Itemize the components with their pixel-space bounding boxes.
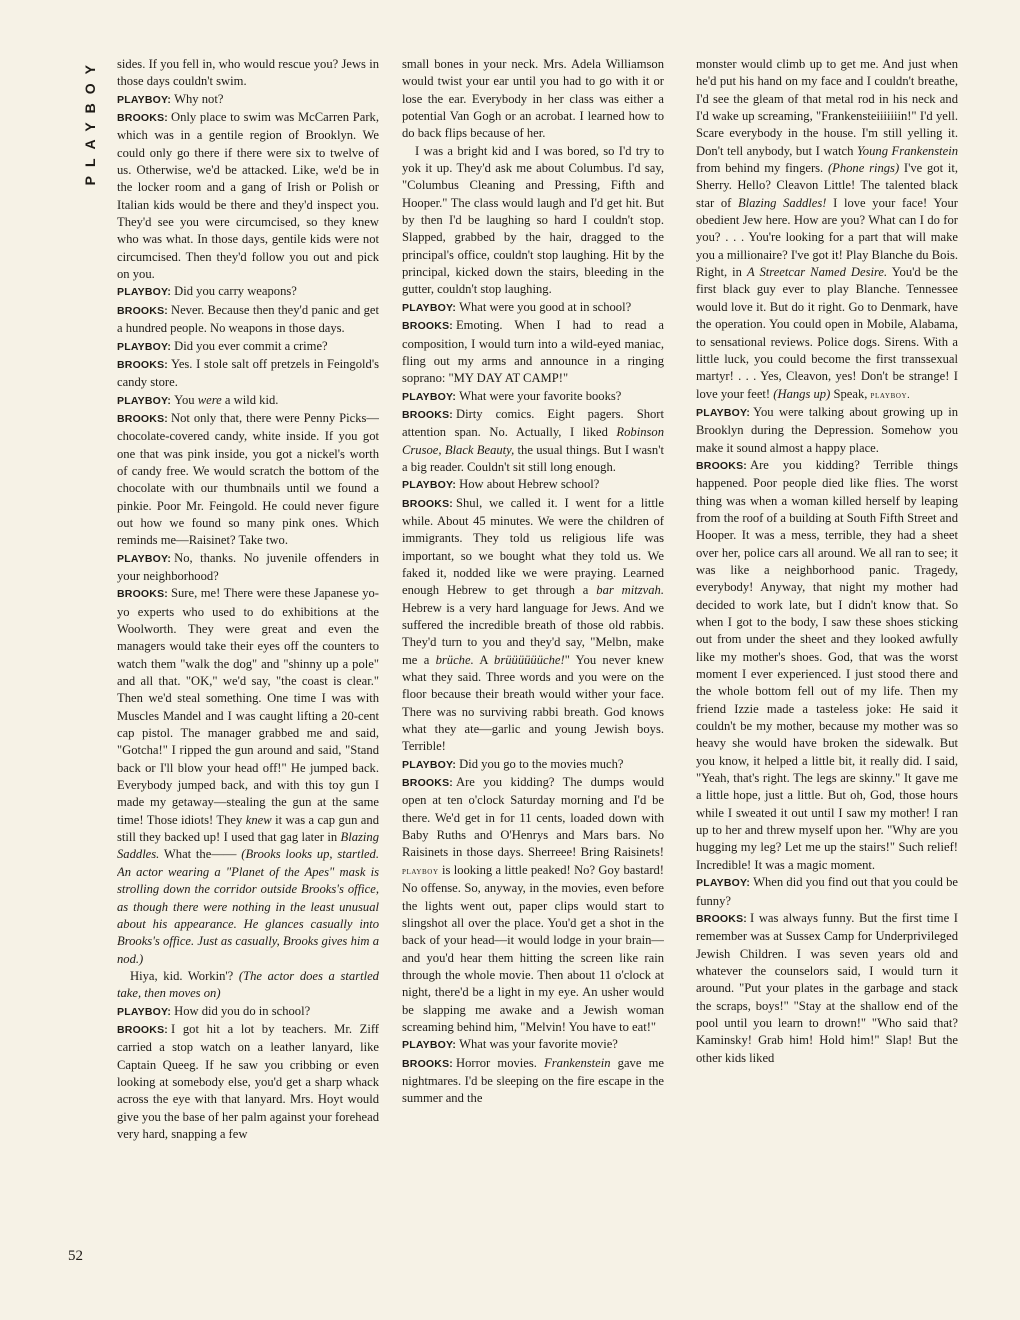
italic-text: Frankenstein [544, 1055, 611, 1070]
text-run: What was your favorite movie? [459, 1037, 618, 1052]
speaker-label: PLAYBOY: [117, 286, 172, 299]
italic-text: (Hangs up) [773, 386, 831, 401]
speaker-label: PLAYBOY: [696, 877, 751, 890]
italic-text: brüüüüüüche! [494, 652, 565, 667]
speaker-label: PLAYBOY: [402, 301, 457, 314]
interview-answer [117, 109, 379, 283]
italic-text: Robinson Crusoe, Black Beauty, [402, 425, 664, 457]
italic-text: (The actor does a startled take, then moves on) [117, 968, 379, 1001]
text-run: I was a bright kid and I was bored, so I'd try to yok it up. They'd ask me about Columbus. I'd say, "Columbus Cleaning and Pressing, Fifth and Hooper." The class would laugh and I'd get hit. But by then I'd be laughing so hard I couldn't stop. Slapped, grabbed by the hair, dragged to the principal's office, couldn't stop laughing. Hit by the principal, kicked down the stairs, bleeding in the gutter, couldn't stop laughing. [402, 143, 664, 297]
text-run: sides. If you fell in, who would rescue you? Jews in those days couldn't swim. [117, 57, 379, 89]
interview-question [402, 476, 664, 494]
italic-text: Young Frankenstein [856, 143, 958, 158]
body-paragraph [696, 56, 958, 404]
interview-answer [402, 774, 664, 1036]
interview-answer [117, 356, 379, 392]
text-run: A [473, 652, 495, 667]
interview-answer [117, 585, 379, 968]
page-number: 52 [68, 1248, 83, 1264]
interview-answer [402, 1055, 664, 1108]
text-run: Why not? [174, 91, 224, 106]
text-run: Only place to swim was McCarren Park, which was in a gentile region of Brooklyn. We could only go there if there were six to twelve of us. Otherwise, we'd be attacked. Like, we'd be in the locker room and a gang of Irish or Polish or Italian kids would be there and they'd inspect you. They'd see you were circumcised, so they knew who was what. In those days, gentile kids were not circumcised. Then they'd follow you out and pick on you. [117, 110, 379, 282]
interview-question [696, 404, 958, 457]
text-run: Dirty comics. Eight pagers. Short attention span. No. Actually, I liked [402, 406, 664, 440]
text-run: You'd be the first black guy ever to play Blanche. Tennessee would love it. But do it right. Go to Denmark, have the operation. You could open in Mobile, Alabama, to sensational reviews. Police dogs. Sirens. With a little luck, you could become the first transsexual martyr! . . . Yes, Cleavon, yes! Don't be strange! I love your feet! [696, 265, 958, 401]
speaker-label: BROOKS: [117, 358, 168, 371]
interview-answer [117, 1021, 379, 1143]
text-run: Shul, we called it. I went for a little while. About 45 minutes. We were the children of immigrants. They told us religious life was important, so we bought what they told us. We faked it, nodded like we were praying. Learned enough Hebrew to get through a [402, 495, 664, 598]
speaker-label: BROOKS: [696, 459, 747, 472]
text-run: " You never knew what they said. Three words and you were on the floor because their breath would wither your face. There was no surviving rabbi breath. God knows what they ate—garlic and young Jewish boys. Terrible! [402, 652, 664, 754]
speaker-label: BROOKS: [117, 1023, 168, 1036]
text-run: Never. Because then they'd panic and get a hundred people. No weapons in those days. [117, 302, 379, 336]
text-run: the usual things. But I wasn't a big reader. Couldn't sit still long enough. [402, 442, 664, 474]
text-run: Emoting. When I had to read a composition, I would turn into a wild-eyed maniac, fling out my arms and announce in a ringing soprano: "MY DAY AT CAMP!" [402, 318, 664, 386]
speaker-label: PLAYBOY: [402, 390, 457, 403]
italic-text: knew [245, 812, 272, 827]
small-caps-text: playboy. [870, 389, 911, 401]
italic-text: Blazing Saddles. [117, 830, 379, 862]
italic-text: brüche. [435, 652, 474, 667]
text-run: How did you do in school? [174, 1003, 311, 1018]
interview-question [117, 283, 379, 301]
speaker-label: PLAYBOY: [117, 340, 172, 353]
interview-answer [696, 457, 958, 874]
text-run: What were your favorite books? [459, 388, 622, 403]
text-run: it was a cap gun and still they backed up! I used that gag later in [117, 812, 379, 845]
interview-question [402, 388, 664, 406]
speaker-label: PLAYBOY: [117, 552, 172, 565]
text-run: What the—— [159, 847, 242, 862]
speaker-label: PLAYBOY: [402, 1039, 457, 1052]
italic-text: (Phone rings) [827, 161, 900, 176]
interview-question [696, 874, 958, 910]
speaker-label: BROOKS: [402, 408, 453, 421]
italic-text: Blazing Saddles! [737, 195, 827, 210]
italic-text: A Streetcar Named Desire. [746, 265, 888, 280]
text-run: How about Hebrew school? [459, 477, 600, 492]
text-run: You [174, 392, 198, 407]
text-run: gave me nightmares. I'd be sleeping on the fire escape in the summer and the [402, 1055, 664, 1106]
text-run: Hebrew is a very hard language for Jews. And we suffered the incredible breath of those old rabbis. They'd turn to you and they'd say, "Melbn, make me a [402, 600, 664, 667]
text-run: What were you good at in school? [459, 299, 632, 314]
speaker-label: PLAYBOY: [402, 479, 457, 492]
text-run: Yes. I stole salt off pretzels in Feingold's candy store. [117, 356, 379, 390]
text-run: When did you find out that you could be funny? [696, 875, 958, 908]
interview-answer [696, 910, 958, 1067]
speaker-label: PLAYBOY: [117, 93, 172, 106]
speaker-label: BROOKS: [402, 497, 453, 510]
italic-text: bar mitzvah. [596, 583, 664, 598]
text-run: Did you go to the movies much? [459, 756, 624, 771]
speaker-label: BROOKS: [117, 304, 168, 317]
speaker-label: BROOKS: [402, 320, 453, 333]
body-paragraph [402, 143, 664, 299]
interview-question [117, 338, 379, 356]
text-run: Not only that, there were Penny Picks—chocolate-covered candy, white inside. If you got one that was pink inside, you got a nickel's worth of candy free. We would scratch the bottom of the chocolate with our thumbnails until we found a pinkie. Poor Mr. Feingold. He could never figure out how we found so many pink ones. Which reminds me—Raisinet? Take two. [117, 410, 379, 548]
text-run: Did you carry weapons? [174, 284, 297, 299]
interview-answer [402, 495, 664, 756]
text-column-2 [402, 56, 664, 1266]
small-caps-text: playboy [402, 865, 439, 877]
text-run: Are you kidding? The dumps would open at ten o'clock Saturday morning and I'd be there. We'd get in for 11 cents, loaded down with Baby Ruths and O'Henrys and Mars bars. No Raisinets in those days. Sherreee! Bring Raisinets! [402, 775, 664, 860]
speaker-label: BROOKS: [117, 112, 168, 125]
magazine-label: PLAYBOY [82, 56, 98, 186]
body-paragraph [117, 56, 379, 91]
body-paragraph [402, 56, 664, 143]
interview-question [402, 756, 664, 774]
text-run: Sure, me! There were these Japanese yo-yo experts who used to do exhibitions at the Woolworth. They were great and even the managers would take their eyes off the counters to watch them "walk the dog" and "shinny up a pole" and all that. "OK," we'd say, "the coast is clear." Then we'd steal something. One time I was with Muscles Mandel and I was caught lifting a 20-cent cap pistol. The manager grabbed me and said, "Gotcha!" I ripped the gun around and said, "Stand back or I'll blow your head off!" He jumped back. Everybody jumped back, and with this toy gun I made my getaway—stealing the gun at the same time! Those idiots! They [117, 586, 379, 827]
text-run: I love your face! Your obedient Jew here. How are you? What can I do for you? . . . You're looking for a part that will make you a millionaire? I've got it! Play Blanche du Bois. Right, in [696, 195, 958, 280]
interview-question [117, 1003, 379, 1021]
text-run: No, thanks. No juvenile offenders in your neighborhood? [117, 550, 379, 583]
text-run: is looking a little peaked! No? Goy bastard! No offense. So, anyway, in the movies, even before the lights went out, paper clips would start to slingshot all over the place. You'd get a shot in the back of your head—it would lodge in your brain—and you'd hear them hitting the screen like rain through the whole movie. Then about 11 o'clock at night, there'd be a light in my eye. An usher would be slapping me awake and a Jewish woman screaming behind him, "Melvin! You have to eat!" [402, 862, 664, 1034]
italic-text: (Brooks looks up, startled. An actor wearing a "Planet of the Apes" mask is strolling down the corridor outside Brooks's office, as though there were nothing in the least unusual about his appearance. He glances casually into Brooks's office. Just as casually, Brooks gives him a nod.) [117, 847, 379, 966]
speaker-label: PLAYBOY: [696, 406, 751, 419]
text-run: Horror movies. [455, 1055, 545, 1070]
speaker-label: BROOKS: [696, 912, 747, 925]
interview-answer [402, 406, 664, 476]
speaker-label: BROOKS: [402, 1057, 453, 1070]
interview-question [402, 1036, 664, 1054]
text-column-3 [696, 56, 958, 1266]
speaker-label: BROOKS: [402, 777, 453, 790]
text-run: I got hit a lot by teachers. Mr. Ziff carried a stop watch on a leather lanyard, like Captain Queeg. If he saw you cribbing or even looking at somebody else, you'd get a sharp whack across the eye with that lanyard. Mrs. Hoyt would give you the base of her palm against your forehead very hard, snapping a few [117, 1021, 379, 1141]
text-run: Are you kidding? Terrible things happened. Poor people died like flies. The worst thing was when a woman killed herself by leaping from the roof of a building at South Fifth Street and Hooper. It was a mess, terrible, they had a sheet over her, police cars all around. We all ran to see; it was like a neighborhood panic. Tragedy, everybody! Anyway, that night my mother had decided to work late, but I didn't know that. So when I got to the body, I saw these shoes sticking out from under the sheet and they looked awfully like my mother's shoes. God, that was the worst moment I ever experienced. I just stood there and the whole bottom fell out of my life. Then my friend Izzie made a tasteless joke: He said it couldn't be my mother, because my mother was so heavy she would have broken the sidewalk. But you know, it helped a little bit, it really did. I said, "Yeah, that's right. The legs are skinny." It gave me a little hope, just a little. But oh, God, those hours while I sweated it out until I saw my mother! I ran up to her and threw myself upon her. "Why are you hugging my leg? Let me up the stairs!" Such relief! Incredible! It was a magic moment. [696, 457, 958, 872]
interview-answer [117, 302, 379, 338]
text-run: small bones in your neck. Mrs. Adela Williamson would twist your ear until you had to go with it or lose the ear. Everybody in her class was either a potential Van Gogh or an acrobat. I learned how to do back flips because of her. [402, 57, 664, 141]
interview-question [117, 392, 379, 410]
italic-text: were [197, 392, 222, 407]
interview-answer [402, 317, 664, 387]
interview-question [402, 299, 664, 317]
text-run: Did you ever commit a crime? [174, 338, 328, 353]
speaker-label: PLAYBOY: [117, 394, 172, 407]
speaker-label: BROOKS: [117, 412, 168, 425]
text-run: Speak, [830, 386, 871, 401]
interview-question [117, 91, 379, 109]
body-paragraph [117, 968, 379, 1003]
text-run: I was always funny. But the first time I remember was at Sussex Camp for Underprivileged Jewish Children. I was seven years old and whatever the counselors said, I would turn it around. "Put your plates in the garbage and stack the scraps, boys!" "Stay at the shallow end of the pool until you learn to drown!" "Who said that? Kaminsky! Grab him! Hold him!" Slap! But the other kids liked [696, 910, 958, 1065]
text-run: monster would climb up to get me. And just when he'd put his hand on my face and I couldn't breathe, I'd see the gleam of that metal rod in his neck and I'd wake up screaming, "Frankensteiiiiiiin!" I'd yell. Scare everybody in the house. I'm still yelling it. Don't tell anybody, but I watch [696, 57, 958, 158]
text-run: from behind my fingers. [696, 161, 828, 176]
speaker-label: PLAYBOY: [402, 758, 457, 771]
text-run: I've got it, Sherry. Hello? Cleavon Little! The talented black star of [696, 161, 958, 210]
interview-question [117, 550, 379, 586]
text-run: You were talking about growing up in Brooklyn during the Depression. Somehow you make it sound almost a happy place. [696, 404, 958, 455]
text-column-1 [117, 56, 379, 1266]
interview-answer [117, 410, 379, 550]
speaker-label: PLAYBOY: [117, 1005, 172, 1018]
text-run: Hiya, kid. Workin'? [130, 968, 239, 983]
text-run: a wild kid. [221, 392, 279, 407]
speaker-label: BROOKS: [117, 588, 168, 601]
